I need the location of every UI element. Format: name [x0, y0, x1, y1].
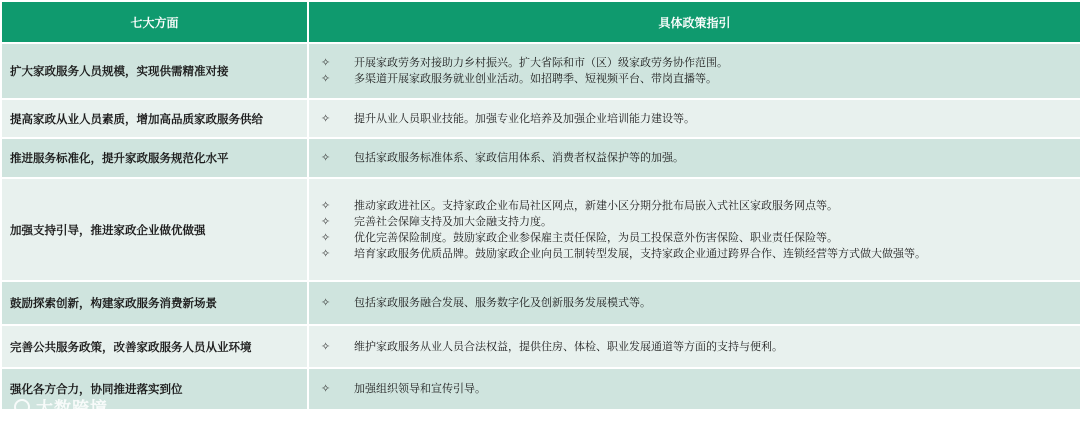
policy-text: 推动家政进社区。支持家政企业布局社区网点，新建小区分期分批布局嵌入式社区家政服务网点等。: [354, 198, 838, 212]
list-item: [321, 111, 1080, 127]
policy-text: 包括家政服务融合发展、服务数字化及创新服务发展模式等。: [354, 296, 651, 309]
policy-cell: [309, 44, 1080, 98]
watermark-text: 大数跨境: [36, 399, 108, 419]
policy-text: 提升从业人员职业技能。加强专业化培养及加强企业培训能力建设等。: [354, 111, 695, 125]
policy-text: 维护家政服务从业人员合法权益，提供住房、体检、职业发展通道等方面的支持与便利。: [354, 339, 783, 353]
bullet-icon: ✧: [321, 214, 331, 228]
aspect-cell: 强化各方合力，协同推进落实到位: [2, 369, 307, 409]
policy-cell: [309, 282, 1080, 324]
list-item: [321, 246, 1080, 262]
bullet-icon: ✧: [321, 72, 331, 85]
bullet-icon: ✧: [321, 296, 331, 309]
policy-text: 培育家政服务优质品牌。鼓励家政企业向员工制转型发展，支持家政企业通过跨界合作、连锁经营等方式做大做强等。: [354, 246, 926, 260]
bullet-icon: ✧: [321, 198, 331, 212]
policy-cell: [309, 100, 1080, 137]
bullet-icon: ✧: [321, 246, 331, 260]
list-item: [321, 214, 1080, 230]
policy-text: 优化完善保险制度。鼓励家政企业参保雇主责任保险，为员工投保意外伤害保险、职业责任保险等。: [354, 230, 838, 244]
bullet-icon: ✧: [321, 151, 331, 164]
list-item: [321, 55, 1080, 71]
list-item: [321, 198, 1080, 214]
aspect-cell: 扩大家政服务人员规模，实现供需精准对接: [2, 44, 307, 98]
policy-cell: [309, 326, 1080, 367]
aspect-cell: 提高家政从业人员素质，增加高品质家政服务供给: [2, 100, 307, 137]
aspect-cell: 加强支持引导，推进家政企业做优做强: [2, 179, 307, 280]
policy-cell: [309, 179, 1080, 280]
list-item: [321, 295, 1080, 311]
bullet-icon: ✧: [321, 56, 331, 69]
list-item: [321, 381, 1080, 397]
policy-cell: [309, 139, 1080, 177]
header-aspects: 七大方面: [2, 2, 307, 42]
bullet-icon: ✧: [321, 339, 331, 353]
header-policy-guidance: 具体政策指引: [309, 2, 1080, 42]
policy-text: 加强组织领导和宣传引导。: [354, 382, 486, 395]
list-item: [321, 150, 1080, 166]
policy-text: 多渠道开展家政服务就业创业活动。如招聘季、短视频平台、带岗直播等。: [354, 72, 717, 85]
bullet-icon: ✧: [321, 230, 331, 244]
policy-text: 包括家政服务标准体系、家政信用体系、消费者权益保护等的加强。: [354, 151, 684, 164]
list-item: [321, 339, 1080, 355]
aspect-cell: 推进服务标准化，提升家政服务规范化水平: [2, 139, 307, 177]
bullet-icon: ✧: [321, 382, 331, 395]
bullet-icon: ✧: [321, 111, 331, 125]
policy-text: 开展家政劳务对接助力乡村振兴。扩大省际和市（区）级家政劳务协作范围。: [354, 56, 728, 69]
policy-cell: [309, 369, 1080, 409]
policy-table: [2, 2, 1078, 423]
aspect-cell: 完善公共服务政策，改善家政服务人员从业环境: [2, 326, 307, 367]
list-item: [321, 71, 1080, 87]
list-item: [321, 230, 1080, 246]
policy-text: 完善社会保障支持及加大金融支持力度。: [354, 214, 552, 228]
aspect-cell: 鼓励探索创新，构建家政服务消费新场景: [2, 282, 307, 324]
